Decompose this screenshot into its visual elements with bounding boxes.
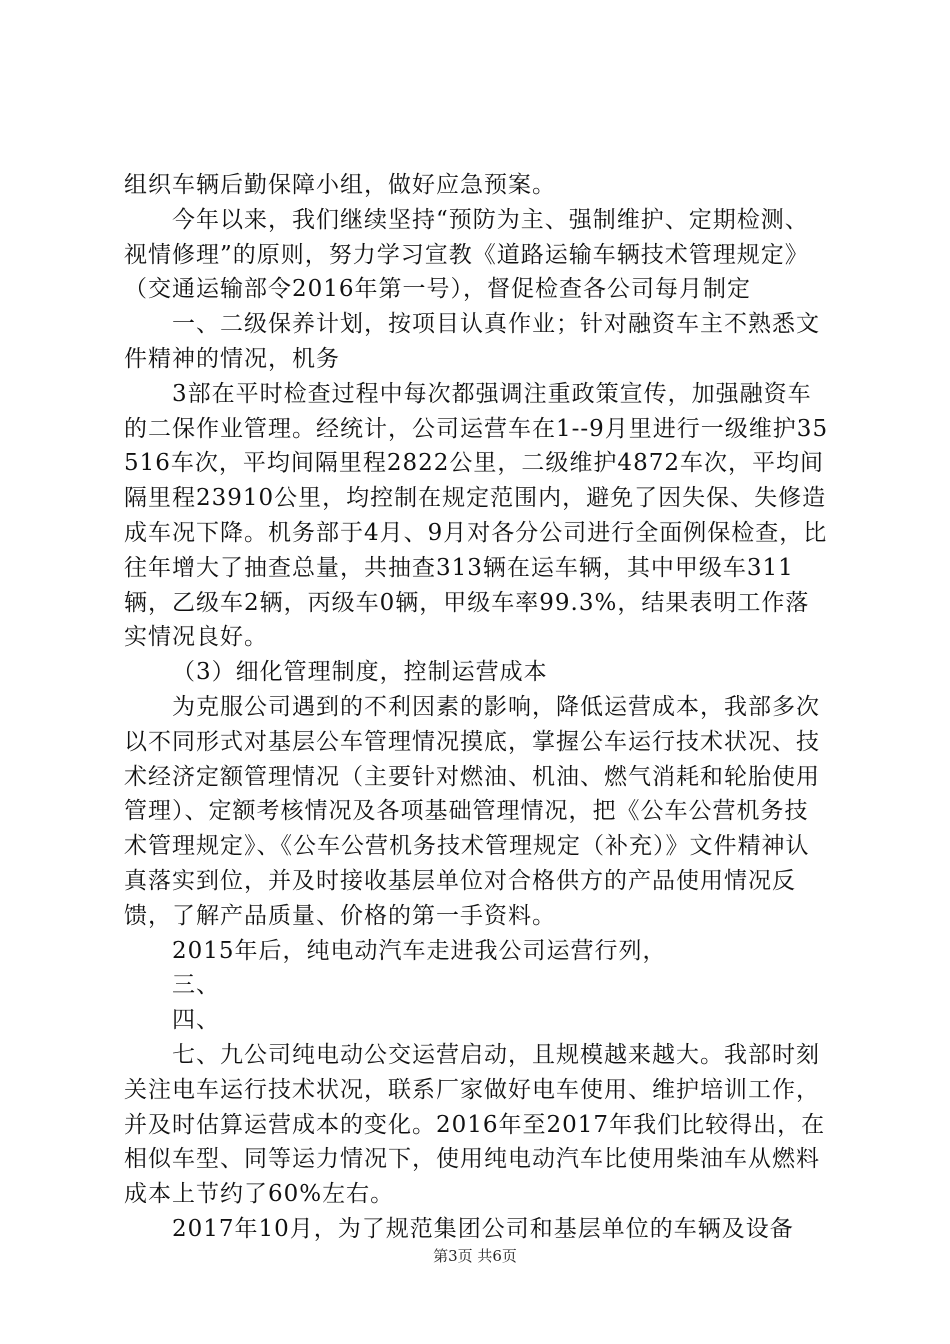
paragraph-4: 3部在平时检查过程中每次都强调注重政策宣传，加强融资车的二保作业管理。经统计，公司运营车在1--9月里进行一级维护35516车次，平均间隔里程2822公里，二级维护4872车次，平均间隔里程23910公里，均控制在规定范围内，避免了因失保、失修造成车况下降。机务部于4月、9月对各分公司进行全面例保检查，比往年增大了抽查总量，共抽查313辆在运车辆，其中甲级车311辆，乙级车2辆，丙级车0辆，甲级车率99.3%，结果表明工作落实情况良好。 [124, 380, 829, 651]
paragraph-2: 今年以来，我们继续坚持“预防为主、强制维护、定期检测、视情修理”的原则，努力学习宣教《道路运输车辆技术管理规定》（交通运输部令2016年第一号），督促检查各公司每月制定 [124, 206, 809, 303]
paragraph-7: 三、 [172, 972, 220, 999]
section-heading: （3）细化管理制度，控制运营成本 [172, 659, 548, 686]
paragraph-10: 2017年10月，为了规范集团公司和基层单位的车辆及设备 [172, 1215, 794, 1242]
paragraph-6: 2015年后，纯电动汽车走进我公司运营行列， [172, 937, 667, 964]
paragraph-5: 为克服公司遇到的不利因素的影响，降低运营成本，我部多次以不同形式对基层公车管理情况摸底，掌握公车运行技术状况、技术经济定额管理情况（主要针对燃油、机油、燃气消耗和轮胎使用管理）、定额考核情况及各项基础管理情况，把《公车公营机务技术管理规定》、《公车公营机务技术管理规定（补充）》文件精神认真落实到位，并及时接收基层单位对合格供方的产品使用情况反馈，了解产品质量、价格的第一手资料。 [124, 693, 820, 929]
paragraph-9: 七、九公司纯电动公交运营启动，且规模越来越大。我部时刻关注电车运行技术状况，联系厂家做好电车使用、维护培训工作，并及时估算运营成本的变化。2016年至2017年我们比较得出，在相似车型、同等运力情况下，使用纯电动汽车比使用柴油车从燃料成本上节约了60%左右。 [124, 1041, 826, 1208]
page-footer: 第3页 共6页 [433, 1247, 517, 1265]
paragraph-1: 组织车辆后勤保障小组，做好应急预案。 [124, 172, 556, 198]
paragraph-8: 四、 [172, 1007, 220, 1034]
paragraph-3: 一、二级保养计划，按项目认真作业；针对融资车主不熟悉文件精神的情况，机务 [124, 311, 820, 372]
document-body [124, 168, 830, 1247]
